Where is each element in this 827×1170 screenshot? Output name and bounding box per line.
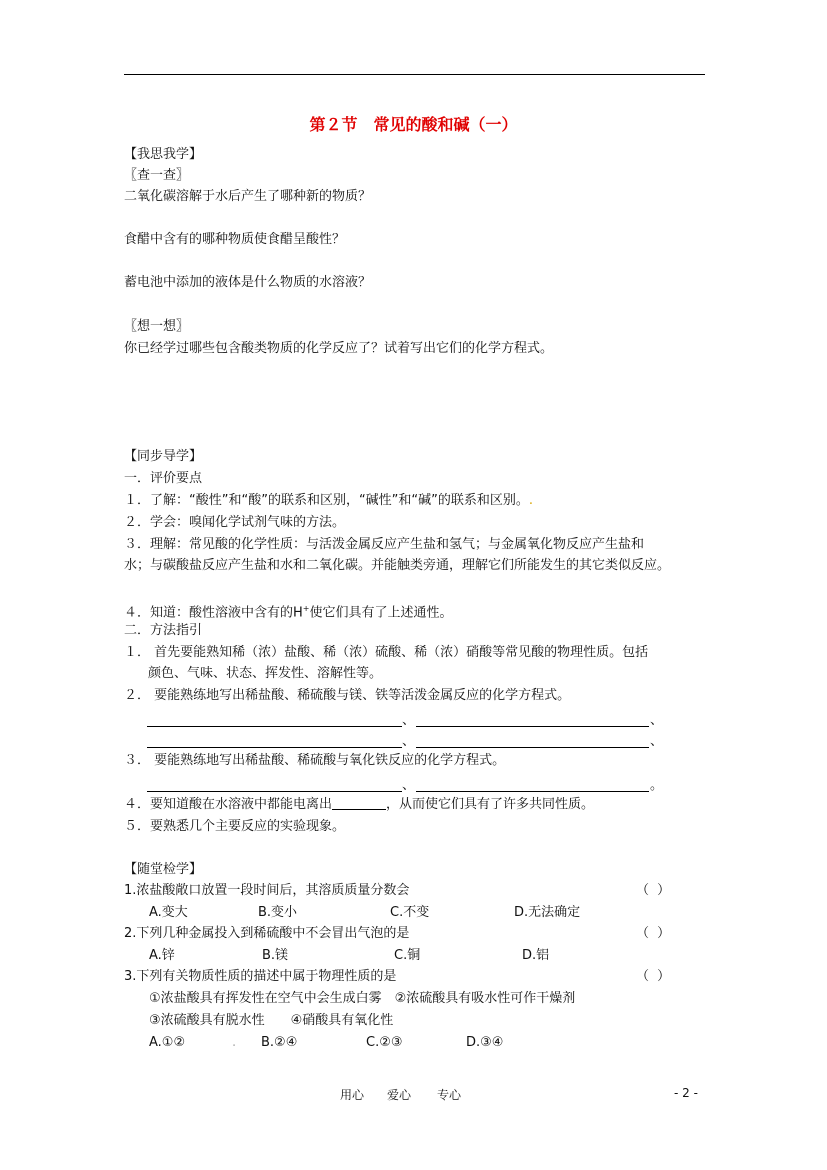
page-number: - 2 - [674, 1086, 698, 1100]
method-3: ３． 要能熟练地写出稀盐酸、稀硫酸与氧化铁反应的化学方程式。 [124, 753, 506, 768]
point-2: ２．学会：嗅闻化学试剂气味的方法。 [124, 515, 346, 530]
separator: 、 [402, 778, 416, 793]
heading-methods: 二．方法指引 [124, 623, 203, 638]
footer-text: 爱心 [387, 1088, 412, 1102]
separator: 。 [650, 778, 664, 793]
quiz-2-answer-paren[interactable]: （ ） [636, 926, 673, 941]
method-5: ５．要熟悉几个主要反应的实验现象。 [124, 819, 346, 834]
answer-blank[interactable] [416, 726, 649, 727]
question-1: 二氧化碳溶解于水后产生了哪种新的物质？ [124, 189, 372, 204]
answer-blank[interactable] [416, 747, 649, 748]
point-3-line1: ３．理解：常见酸的化学性质：与活泼金属反应产生盐和氢气；与金属氧化物反应产生盐和 [124, 537, 645, 552]
answer-blank[interactable] [147, 747, 402, 748]
header-rule [124, 74, 705, 75]
quiz-3-statements-2: ③浓硫酸具有脱水性 ④硝酸具有氧化性 [149, 1013, 394, 1028]
separator: 、 [402, 713, 416, 728]
heading-evaluation: 一．评价要点 [124, 471, 203, 486]
quiz-3-stem: 3.下列有关物质性质的描述中属于物理性质的是 [124, 969, 397, 984]
quiz-2-option-c[interactable]: C.铜 [394, 948, 421, 963]
answer-blank[interactable] [147, 726, 402, 727]
point-3-line2: 水；与碳酸盐反应产生盐和水和二氧化碳。并能触类旁通，理解它们所能发生的其它类似反应。 [124, 558, 671, 573]
method-1-line1: １． 首先要能熟知稀（浓）盐酸、稀（浓）硫酸、稀（浓）硝酸等常见酸的物理性质。包括 [124, 645, 649, 660]
subsection-cha: 〖查一查〗 [124, 168, 190, 183]
quiz-3-statements-1: ①浓盐酸具有挥发性在空气中会生成白雾 ②浓硫酸具有吸水性可作干燥剂 [149, 991, 576, 1006]
question-2: 食醋中含有的哪种物质使食醋呈酸性？ [124, 232, 346, 247]
separator: 、 [650, 713, 664, 728]
section-tongbu: 【同步导学】 [124, 449, 203, 464]
xiang-text: 你已经学过哪些包含酸类物质的化学反应了？试着写出它们的化学方程式。 [124, 341, 554, 356]
quiz-1-option-a[interactable]: A.变大 [149, 905, 188, 920]
point-4: ４．知道：酸性溶液中含有的H+使它们具有了上述通性。 [124, 604, 453, 621]
separator: 、 [650, 734, 664, 749]
quiz-2-option-d[interactable]: D.铝 [522, 948, 550, 963]
answer-blank[interactable] [332, 796, 386, 810]
quiz-2-stem: 2.下列几种金属投入到稀硫酸中不会冒出气泡的是 [124, 926, 410, 941]
quiz-3-option-c[interactable]: C.②③ [366, 1035, 403, 1050]
answer-blank[interactable] [147, 791, 402, 792]
quiz-1-option-c[interactable]: C.不变 [390, 905, 430, 920]
quiz-2-option-b[interactable]: B.镁 [262, 948, 289, 963]
method-4: ４．要知道酸在水溶液中都能电离出 ，从而使它们具有了许多共同性质。 [124, 797, 595, 812]
quiz-3-option-b[interactable]: B.②④ [261, 1035, 298, 1050]
section-suitang: 【随堂检学】 [124, 862, 203, 877]
stray-dot: . [232, 1035, 237, 1050]
quiz-3-option-d[interactable]: D.③④ [466, 1035, 504, 1050]
quiz-1-answer-paren[interactable]: （ ） [636, 883, 673, 898]
quiz-1-stem: 1.浓盐酸敞口放置一段时间后，其溶质质量分数会 [124, 883, 410, 898]
quiz-2-option-a[interactable]: A.锌 [149, 948, 175, 963]
method-1-line2: 颜色、气味、状态、挥发性、溶解性等。 [148, 666, 383, 681]
section-wosi: 【我思我学】 [124, 147, 203, 162]
footer-text: 用心 [340, 1088, 365, 1102]
separator: 、 [402, 734, 416, 749]
quiz-1-option-b[interactable]: B.变小 [258, 905, 298, 920]
question-3: 蓄电池中添加的液体是什么物质的水溶液？ [124, 275, 372, 290]
footer-text: 专心 [437, 1088, 462, 1102]
answer-blank[interactable] [416, 791, 649, 792]
subsection-xiang: 〖想一想〗 [124, 319, 190, 334]
quiz-3-answer-paren[interactable]: （ ） [636, 969, 673, 984]
method-2: ２． 要能熟练地写出稀盐酸、稀硫酸与镁、铁等活泼金属反应的化学方程式。 [124, 688, 571, 703]
point-1: １．了解：“酸性”和“酸”的联系和区别，“碱性”和“碱”的联系和区别。. [124, 493, 534, 508]
quiz-3-option-a[interactable]: A.①② [149, 1035, 186, 1050]
quiz-1-option-d[interactable]: D.无法确定 [514, 905, 581, 920]
page-title: 第２节 常见的酸和碱（一） [309, 115, 518, 134]
